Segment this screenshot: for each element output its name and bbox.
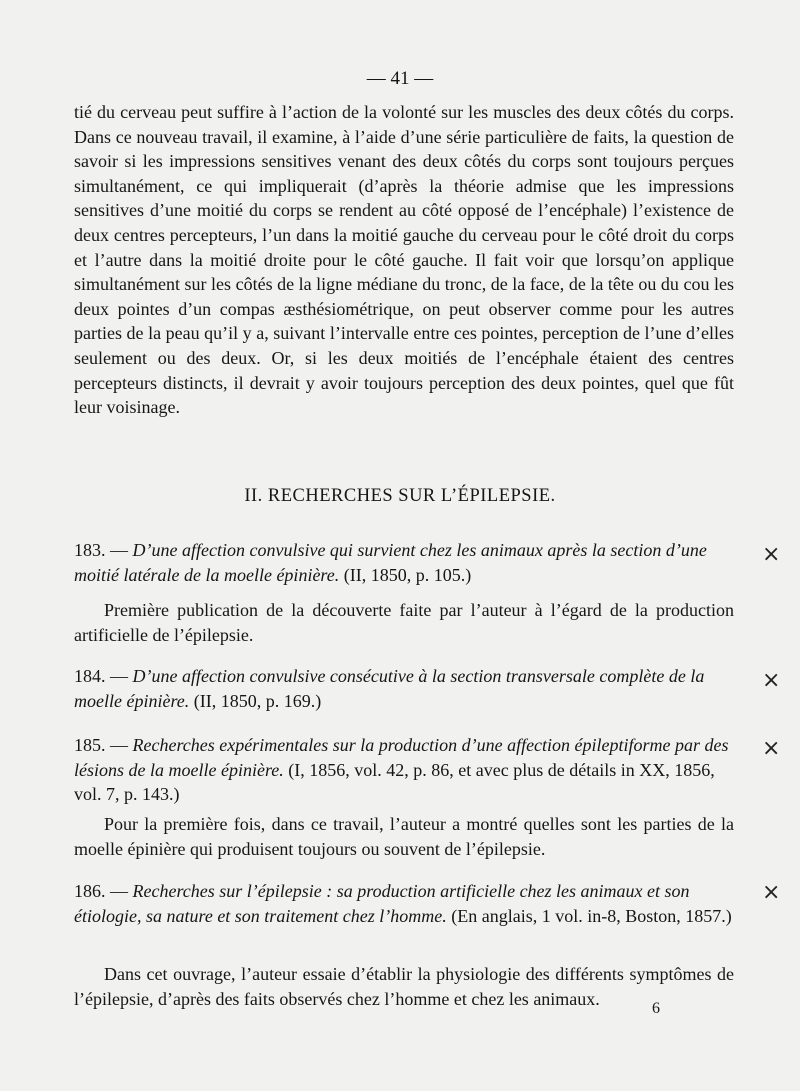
entry-ref: (En anglais, 1 vol. in-8, Boston, 1857.) — [451, 905, 732, 926]
margin-cross-mark: × — [762, 668, 781, 693]
entry-number: 185. — — [74, 735, 128, 755]
entry-title: Recherches sur l’épilepsie : sa production artificielle chez les animaux et son étiologie, sa nature et son traitement chez l’homme. — [74, 881, 690, 926]
entry-number: 184. — — [74, 666, 128, 686]
signature-number: 6 — [652, 1000, 660, 1017]
entry-183 — [74, 538, 734, 587]
entry-183-description: Première publication de la découverte faite par l’auteur à l’égard de la production artificielle de l’épilepsie. — [74, 600, 734, 645]
intro-paragraph — [74, 100, 734, 420]
entry-ref: (II, 1850, p. 169.) — [193, 690, 322, 711]
entry-186 — [74, 879, 734, 928]
entry-title: D’une affection convulsive qui survient chez les animaux après la section d’une moitié latérale de la moelle épinière. — [74, 540, 707, 585]
intro-text: tié du cerveau peut suffire à l’action de la volonté sur les muscles des deux côtés du corps. Dans ce nouveau travail, il examine, à l’aide d’une série particulière de faits, la question de savoir si les impressions sensitives venant des deux côtés du corps sont toujours perçues simultanément, ce qui impliquerait (d’après la théorie admise que les impressions sensitives d’une moitié du corps se rendent au côté opposé de l’encéphale) l’existence de deux centres percepteurs, l’un dans la moitié gauche du cerveau pour le côté droit du corps et l’autre dans la moitié droite pour le côté gauche. Il fait voir que lorsqu’on applique simultanément sur les côtés de la ligne médiane du tronc, de la face, de la tête ou du cou les deux pointes d’un compas æsthésiométrique, on peut observer comme pour les autres parties de la peau qu’il y a, suivant l’intervalle entre ces pointes, perception de l’une d’elles seulement ou des deux. Or, si les deux moitiés de l’encéphale étaient des centres percepteurs distincts, il devrait y avoir toujours perception des deux pointes, quel que fût leur voisinage. — [74, 102, 734, 418]
entry-title: Recherches expérimentales sur la production d’une affection épileptiforme par des lésions de la moelle épinière. — [74, 735, 729, 780]
entry-186-description: Dans cet ouvrage, l’auteur essaie d’établir la physiologie des différents symptômes de l’épilepsie, d’après des faits observés chez l’homme et chez les animaux. — [74, 964, 734, 1009]
entry-title: D’une affection convulsive consécutive à la section transversale complète de la moelle épinière. — [74, 666, 705, 711]
page-number: — 41 — — [366, 68, 434, 89]
entry-ref: (I, 1856, vol. 42, p. 86, et avec plus de détails in XX, 1856, vol. 7, p. 143.) — [74, 759, 715, 805]
margin-cross-mark: × — [762, 542, 781, 567]
margin-cross-mark: × — [762, 880, 781, 905]
entry-number: 186. — — [74, 881, 128, 901]
entry-184 — [74, 664, 734, 713]
entry-number: 183. — — [74, 540, 128, 560]
entry-185-description: Pour la première fois, dans ce travail, l’auteur a montré quelles sont les parties de la moelle épinière qui produisent toujours ou souvent de l’épilepsie. — [74, 814, 734, 859]
section-heading: II. RECHERCHES SUR L’ÉPILEPSIE. — [244, 486, 556, 506]
entry-ref: (II, 1850, p. 105.) — [343, 564, 472, 585]
entry-185 — [74, 733, 734, 807]
margin-cross-mark: × — [762, 736, 781, 761]
